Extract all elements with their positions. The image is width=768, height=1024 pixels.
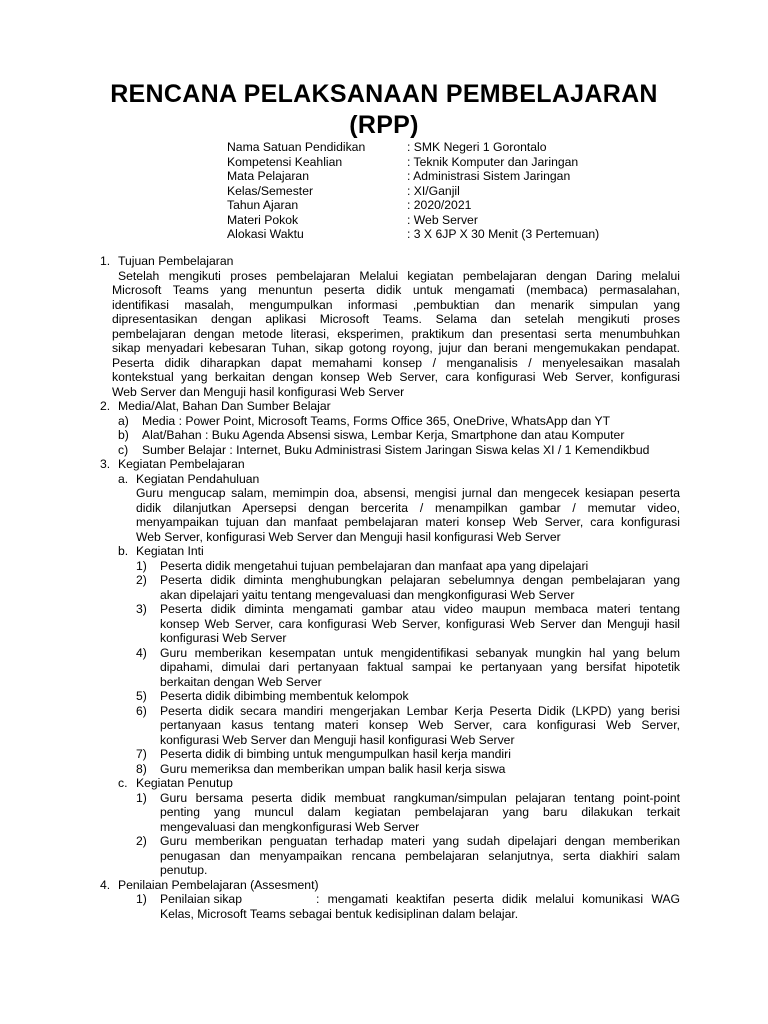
section-heading xyxy=(0,878,768,893)
list-item-line xyxy=(0,805,768,820)
text-line xyxy=(0,515,768,530)
line-text: Peserta didik diharapkan dapat memahami konsep / menganalisis / menyelesaikan masalah xyxy=(112,355,680,370)
line-text: Microsoft Teams yang menuntun peserta didik untuk mengamati (membaca) permasalahan, xyxy=(112,283,680,297)
list-number: 4) xyxy=(136,645,147,660)
section-heading xyxy=(0,457,768,472)
text-line xyxy=(0,370,768,385)
line-text: dipresentasikan dengan aplikasi Microsoft Teams. Selama dan setelah mengikuti proses xyxy=(112,312,680,326)
identity-label: Nama Satuan Pendidikan xyxy=(227,140,366,154)
line-text: Alat/Bahan : Buku Agenda Absensi siswa, Lembar Kerja, Smartphone dan atau Komputer xyxy=(142,428,625,442)
line-text: Peserta didik mengetahui tujuan pembelajaran dan manfaat apa yang dipelajari xyxy=(160,558,589,573)
line-text: Kegiatan Penutup xyxy=(136,776,233,790)
list-item-line xyxy=(0,747,768,762)
list-item-line xyxy=(0,559,768,574)
list-number: b) xyxy=(118,428,129,442)
identity-value: : XI/Ganjil xyxy=(407,183,460,198)
text-line xyxy=(0,283,768,298)
line-text: Guru bersama peserta didik membuat rangkuman/simpulan pelajaran tentang point-point xyxy=(160,790,680,805)
list-number: 1) xyxy=(136,892,147,906)
list-item-line xyxy=(0,602,768,617)
line-text: Guru memberikan penguatan terhadap materi yang sudah dipelajari dengan memberikan xyxy=(160,834,680,848)
list-item-line xyxy=(0,863,768,878)
list-number: 8) xyxy=(136,761,147,776)
text-line xyxy=(0,312,768,327)
subsection-heading xyxy=(0,776,768,791)
line-text: Kegiatan Inti xyxy=(136,544,204,558)
text-line xyxy=(0,486,768,501)
line-text: pembelajaran dengan metode literasi, eksperimen, praktikum dan presentasi serta menumbuhkan xyxy=(112,326,680,341)
line-text: Media : Power Point, Microsoft Teams, Forms Office 365, OneDrive, WhatsApp dan YT xyxy=(142,413,611,428)
line-text: Peserta didik dibimbing membentuk kelompok xyxy=(160,689,409,703)
list-item-line xyxy=(0,631,768,646)
line-text: Peserta didik diminta mengamati gambar atau video maupun membaca materi tentang xyxy=(160,602,680,616)
list-item-line xyxy=(0,646,768,661)
list-number: 2) xyxy=(136,834,147,848)
line-text: Penilaian sikap xyxy=(160,892,242,906)
identity-table xyxy=(227,140,599,242)
section-heading-text: Tujuan Pembelajaran xyxy=(118,254,234,268)
section-heading-text: Penilaian Pembelajaran (Assesment) xyxy=(118,877,319,892)
list-number: 1. xyxy=(100,254,111,268)
line-text: Guru mengucap salam, memimpin doa, absensi, mengisi jurnal dan mengecek kesiapan peserta xyxy=(136,486,680,500)
section-heading xyxy=(0,254,768,269)
identity-label: Kelas/Semester xyxy=(227,183,314,198)
identity-label: Mata Pelajaran xyxy=(227,169,309,183)
text-line xyxy=(0,385,768,400)
identity-row xyxy=(227,213,599,228)
line-text: Setelah mengikuti proses pembelajaran Melalui kegiatan pembelajaran dengan Daring melalui xyxy=(118,268,680,283)
list-number: c) xyxy=(118,442,129,457)
line-text: dipahami, dimulai dari pertanyaan faktual sampai ke pertanyaan yang bersifat hipotetik xyxy=(160,660,680,674)
line-text: Sumber Belajar : Internet, Buku Administrasi Sistem Jaringan Siswa kelas XI / 1 Kemendikbud xyxy=(142,442,650,457)
line-text: mengevaluasi dan mengkonfigurasi Web Server xyxy=(160,819,420,834)
title-line-1: RENCANA PELAKSANAAN PEMBELAJARAN xyxy=(110,80,658,108)
list-item-line xyxy=(0,689,768,704)
list-number: a. xyxy=(118,471,129,486)
line-text: Web Server, konfigurasi Web Server dan Menguji hasil konfigurasi Web Server xyxy=(136,529,561,544)
list-item-line xyxy=(0,617,768,632)
line-text: menyampaikan tujuan dan manfaat pembelajaran materi konsep Web Server, cara konfigurasi xyxy=(136,515,680,529)
line-text: konfigurasi Web Server xyxy=(160,631,287,645)
identity-value: : Administrasi Sistem Jaringan xyxy=(407,169,571,183)
identity-row xyxy=(227,140,599,155)
title-line-2: (RPP) xyxy=(349,111,419,139)
list-item-line xyxy=(0,849,768,864)
list-number: c. xyxy=(118,776,128,790)
list-item-line xyxy=(0,834,768,849)
identity-value: : Web Server xyxy=(407,212,478,227)
list-number: 2. xyxy=(100,399,111,413)
line-text: Peserta didik di bimbing untuk mengumpulkan hasil kerja mandiri xyxy=(160,747,511,761)
line-text: akan dipelajari yaitu tentang mengevaluasi dan mengkonfigurasi Web Server xyxy=(160,587,575,602)
line-text: kontekstual yang berkaitan dengan konsep Web Server, cara konfigurasi Web Server, konfigurasi xyxy=(112,370,680,384)
list-number: b. xyxy=(118,544,129,558)
section-heading-text: Media/Alat, Bahan Dan Sumber Belajar xyxy=(118,399,331,413)
list-number: 6) xyxy=(136,703,147,718)
list-item-line xyxy=(0,791,768,806)
section-heading xyxy=(0,399,768,414)
line-text: berkaitan dengan Web Server xyxy=(160,674,322,689)
line-text: penutup. xyxy=(160,863,208,877)
identity-value: : 2020/2021 xyxy=(407,198,472,212)
line-text: sikap menyadari kebesaran Tuhan, sikap gotong royong, jujur dan berani mengemukakan pendapat. xyxy=(112,341,680,355)
identity-label: Tahun Ajaran xyxy=(227,198,299,212)
identity-value: : SMK Negeri 1 Gorontalo xyxy=(407,140,547,154)
subsection-heading xyxy=(0,472,768,487)
identity-row xyxy=(227,198,599,213)
list-item-line xyxy=(0,660,768,675)
line-text: identifikasi masalah, mengumpulkan informasi ,pembuktian dan menarik simpulan yang xyxy=(112,297,680,312)
line-text: didik dilanjutkan Apersepsi dengan bercerita / menampilkan gambar / memutar video, xyxy=(136,500,680,515)
list-item xyxy=(0,443,768,458)
identity-label: Alokasi Waktu xyxy=(227,227,304,241)
line-text: Kelas, Microsoft Teams sebagai bentuk kedisiplinan dalam belajar. xyxy=(160,906,519,921)
assessment-text: : mengamati keaktifan peserta didik melalui komunikasi WAG xyxy=(316,892,680,906)
list-number: 5) xyxy=(136,689,147,703)
list-number: a) xyxy=(118,413,129,428)
list-number: 2) xyxy=(136,573,147,587)
list-item xyxy=(0,428,768,443)
list-item-line xyxy=(0,588,768,603)
list-number: 4. xyxy=(100,877,111,892)
list-item xyxy=(0,414,768,429)
line-text: Guru memeriksa dan memberikan umpan balik hasil kerja siswa xyxy=(160,761,506,776)
list-number: 1) xyxy=(136,790,147,805)
list-number: 7) xyxy=(136,747,147,761)
line-text: penugasan dan menyampaikan rencana pembelajaran selanjutnya, serta diakhiri salam xyxy=(160,848,680,863)
identity-row xyxy=(227,169,599,184)
identity-label: Kompetensi Keahlian xyxy=(227,154,343,169)
subsection-heading xyxy=(0,544,768,559)
identity-value: : Teknik Komputer dan Jaringan xyxy=(407,154,579,169)
identity-value: : 3 X 6JP X 30 Menit (3 Pertemuan) xyxy=(407,227,600,241)
list-item-line xyxy=(0,573,768,588)
text-line xyxy=(0,356,768,371)
text-line xyxy=(0,298,768,313)
text-line xyxy=(0,530,768,545)
line-text: Kegiatan Pendahuluan xyxy=(136,471,260,486)
text-line xyxy=(0,501,768,516)
list-item-line xyxy=(0,718,768,733)
list-number: 3. xyxy=(100,457,111,471)
list-item-line xyxy=(0,704,768,719)
list-item-line xyxy=(0,762,768,777)
list-item-line xyxy=(0,733,768,748)
line-text: konsep Web Server, cara konfigurasi Web Server, konfigurasi Web Server dan Menguji hasil xyxy=(160,616,680,631)
list-item-line xyxy=(0,820,768,835)
text-line xyxy=(0,269,768,284)
line-text: Guru memberikan kesempatan untuk mengidentifikasi sebanyak mungkin hal yang belum xyxy=(160,645,680,660)
line-text: Peserta didik secara mandiri mengerjakan Lembar Kerja Peserta Didik (LKPD) yang berisi xyxy=(160,703,680,718)
line-text: Peserta didik diminta menghubungkan pelajaran sebelumnya dengan pembelajaran yang xyxy=(160,573,680,587)
identity-label: Materi Pokok xyxy=(227,212,299,227)
text-line xyxy=(0,341,768,356)
identity-row xyxy=(227,184,599,199)
line-text: pertanyaan kasus tentang materi konsep Web Server, cara konfigurasi Web Server, xyxy=(160,718,680,732)
section-heading-text: Kegiatan Pembelajaran xyxy=(118,457,245,471)
identity-row xyxy=(227,155,599,170)
list-number: 3) xyxy=(136,602,147,616)
line-text: Web Server dan Menguji hasil konfigurasi Web Server xyxy=(112,384,405,399)
line-text: penting yang muncul dalam kegiatan pembelajaran yang baru dilakukan terkait xyxy=(160,805,680,819)
list-number: 1) xyxy=(136,558,147,573)
document-body xyxy=(0,254,768,921)
text-line xyxy=(0,327,768,342)
assessment-continuation xyxy=(0,907,768,922)
line-text: konfigurasi Web Server dan Menguji hasil konfigurasi Web Server xyxy=(160,732,515,747)
list-item-line xyxy=(0,675,768,690)
identity-row xyxy=(227,227,599,242)
assessment-item xyxy=(0,892,768,907)
